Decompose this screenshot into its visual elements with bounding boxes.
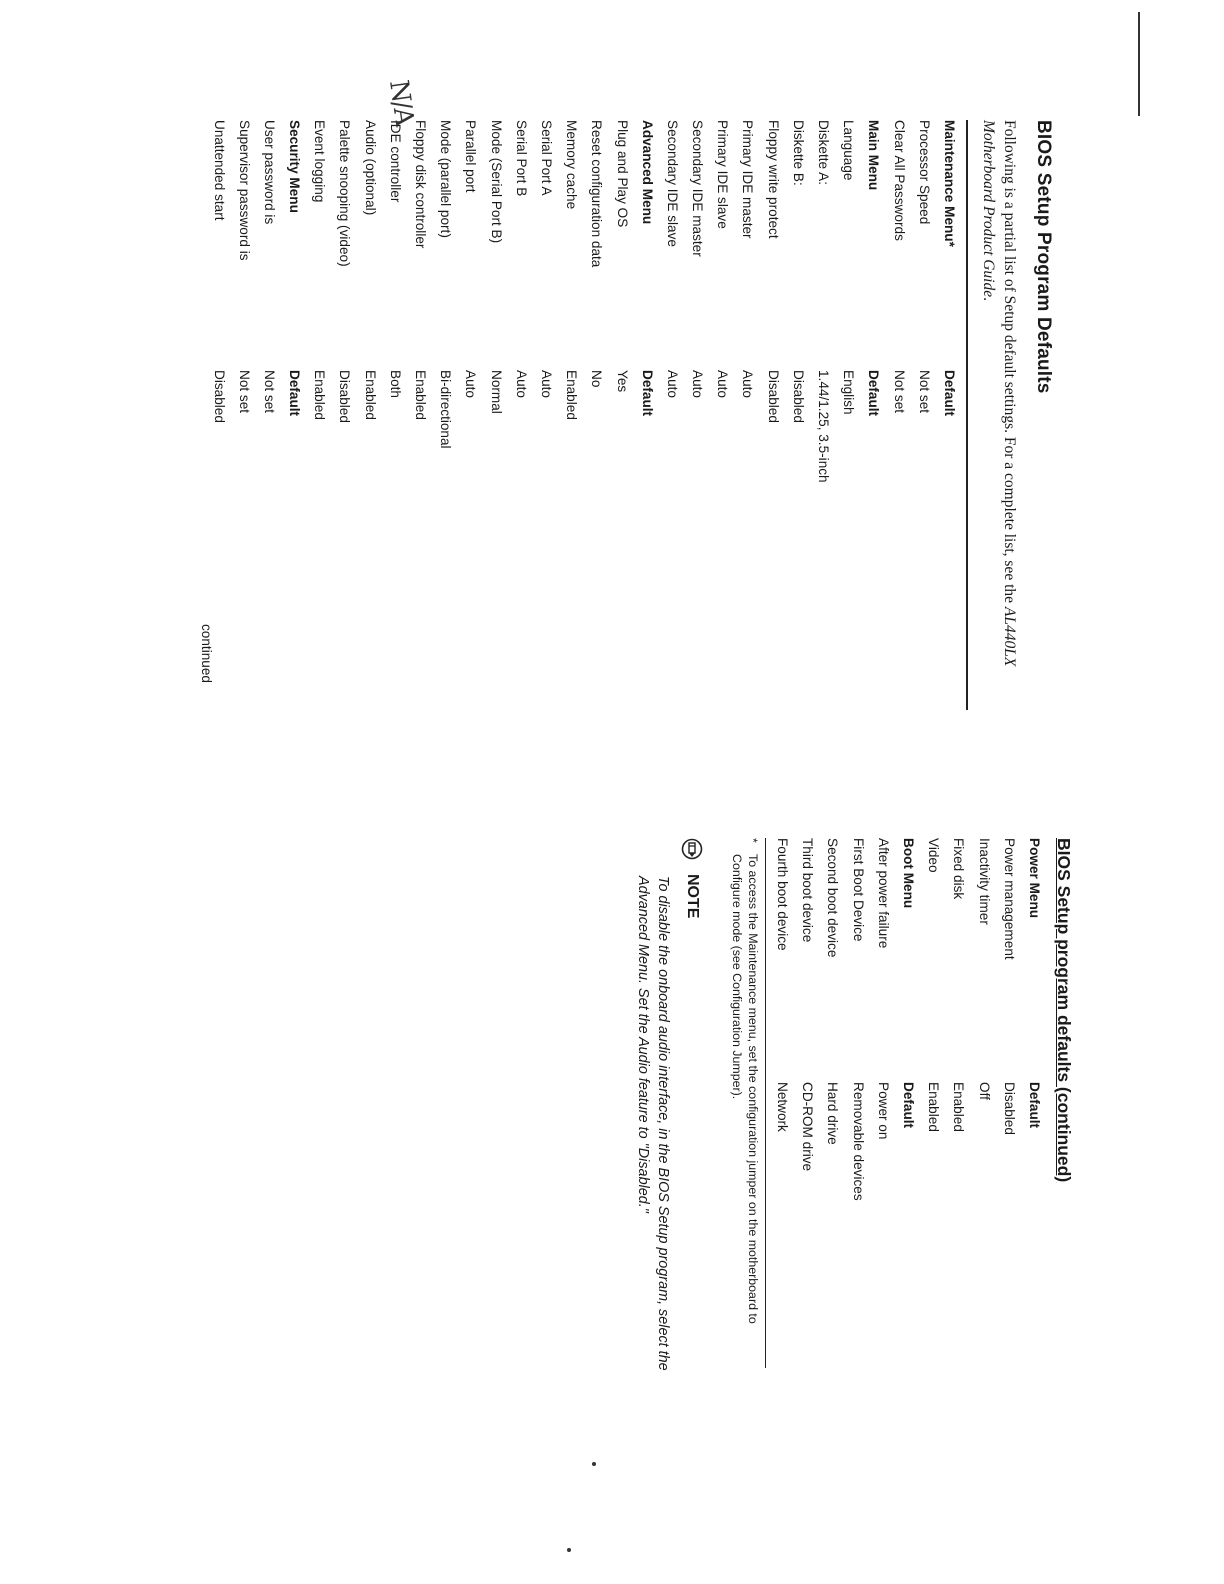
setting-label: Maintenance Menu* — [942, 120, 957, 247]
left-row — [710, 120, 735, 710]
left-row — [257, 120, 282, 710]
setting-label: Palette snooping (video) — [337, 120, 353, 267]
note-text: To disable the onboard audio interface, in the BIOS Setup program, select the Advanced Menu. Set the Audio feature to "Disabled." — [634, 876, 671, 1371]
setting-default-value: Not set — [916, 370, 932, 414]
setting-default-value: Bi-directional — [438, 370, 454, 449]
setting-label: Processor Speed — [916, 120, 932, 225]
left-row — [811, 120, 836, 710]
pencil-note-icon — [681, 838, 703, 860]
setting-label: Serial Port B — [513, 120, 529, 197]
left-row — [886, 120, 911, 710]
intro-text-after: . — [980, 297, 997, 301]
left-row — [509, 120, 534, 710]
setting-label: Video — [926, 838, 942, 873]
left-section-header — [635, 120, 660, 710]
setting-default-value: Network — [775, 1082, 791, 1132]
setting-label: Secondary IDE master — [690, 120, 706, 257]
left-row — [584, 120, 609, 710]
setting-default-value: Default — [639, 370, 655, 417]
setting-default-value: English — [841, 370, 857, 415]
right-row — [770, 838, 795, 1368]
right-row — [871, 838, 896, 1368]
right-section-header — [1022, 838, 1047, 1368]
setting-default-value: Off — [976, 1082, 992, 1100]
setting-label: Language — [841, 120, 857, 181]
setting-default-value: Enabled — [413, 370, 429, 420]
intro-text-before: Following is a partial list of Setup default settings. For a complete list, see the — [1001, 120, 1018, 607]
right-section-title-text: BIOS Setup program defaults (continued) — [1054, 838, 1074, 1183]
setting-default-value: Power on — [875, 1082, 891, 1140]
setting-label: Advanced Menu — [639, 120, 655, 225]
setting-label: Floppy disk controller — [413, 120, 429, 249]
scan-speck — [567, 1548, 571, 1552]
right-section-title — [1053, 838, 1074, 1368]
left-row — [912, 120, 937, 710]
left-row — [609, 120, 634, 710]
setting-default-value: Not set — [261, 370, 277, 414]
setting-label: Secondary IDE slave — [664, 120, 680, 247]
setting-label: Serial Port A — [539, 120, 554, 196]
setting-default-value: Enabled — [362, 370, 378, 420]
setting-label: Inactivity timer — [976, 838, 992, 925]
setting-label: First Boot Device — [850, 838, 866, 942]
setting-label: Power Menu — [1027, 838, 1042, 919]
setting-default-value: Enabled — [312, 370, 328, 420]
setting-label: Memory cache — [564, 120, 580, 210]
left-row — [685, 120, 710, 710]
setting-label: Primary IDE slave — [715, 120, 731, 229]
right-column — [633, 838, 1074, 1371]
setting-default-value: Default — [901, 1082, 917, 1129]
left-row — [232, 120, 257, 710]
defaults-table-right — [770, 838, 1047, 1368]
setting-default-value: Disabled — [1001, 1082, 1017, 1135]
intro-paragraph — [978, 120, 1020, 710]
setting-default-value: CD-ROM drive — [800, 1082, 816, 1172]
continued-label: continued — [199, 624, 214, 683]
left-row — [307, 120, 332, 710]
left-row — [534, 120, 559, 710]
left-row — [383, 120, 408, 710]
scan-speck — [592, 1462, 596, 1466]
table-bottom-rule — [765, 838, 766, 1368]
setting-label: Security Menu — [287, 120, 303, 213]
defaults-table-left — [206, 120, 962, 710]
setting-default-value: No — [589, 370, 605, 388]
setting-default-value: Default — [1027, 1082, 1042, 1129]
setting-label: Parallel port — [463, 120, 479, 193]
note-heading-row — [681, 838, 703, 1368]
setting-default-value: Disabled — [765, 370, 781, 423]
setting-label: Main Menu — [866, 120, 882, 191]
page-title: BIOS Setup Program Defaults — [1033, 120, 1054, 394]
left-section-header — [861, 120, 886, 710]
left-row — [559, 120, 584, 710]
left-column — [206, 120, 1054, 710]
setting-label: Second boot device — [825, 838, 841, 958]
handwritten-annotation: N/A — [383, 78, 419, 127]
left-row — [458, 120, 483, 710]
setting-default-value: Default — [942, 370, 957, 417]
setting-default-value: Auto — [539, 370, 554, 398]
setting-label: Mode (parallel port) — [438, 120, 454, 238]
right-row — [997, 838, 1022, 1368]
setting-label: Clear All Passwords — [891, 120, 907, 241]
right-row — [971, 838, 996, 1368]
setting-default-value: Removable devices — [850, 1082, 866, 1201]
setting-default-value: Enabled — [951, 1082, 967, 1132]
setting-default-value: Auto — [664, 370, 680, 398]
setting-label: Audio (optional) — [362, 120, 378, 216]
left-row — [761, 120, 786, 710]
setting-default-value: Enabled — [564, 370, 580, 420]
setting-label: Unattended start — [211, 120, 227, 221]
setting-default-value: Normal — [488, 370, 504, 414]
setting-label: Event logging — [312, 120, 328, 203]
footnote — [729, 838, 761, 1368]
setting-default-value: Auto — [715, 370, 731, 398]
setting-label: Boot Menu — [901, 838, 917, 909]
setting-label: Fixed disk — [951, 838, 967, 900]
setting-label: Mode (Serial Port B) — [488, 120, 504, 244]
setting-default-value: Auto — [513, 370, 529, 398]
setting-default-value: Disabled — [790, 370, 806, 423]
left-row — [735, 120, 760, 710]
setting-default-value: Not set — [236, 370, 252, 414]
setting-default-value: Disabled — [337, 370, 353, 423]
setting-label: Floppy write protect — [765, 120, 781, 239]
setting-default-value: Both — [387, 370, 403, 398]
setting-default-value: Auto — [463, 370, 479, 398]
left-row — [483, 120, 508, 710]
setting-label: IDE controller — [387, 120, 403, 203]
setting-label: Primary IDE master — [740, 120, 756, 239]
right-row — [921, 838, 946, 1368]
left-row — [408, 120, 433, 710]
note-box — [633, 838, 703, 1371]
left-row — [836, 120, 861, 710]
setting-default-value: Yes — [614, 370, 630, 393]
setting-label: User password is — [261, 120, 277, 225]
left-row — [660, 120, 685, 710]
setting-default-value: Default — [866, 370, 882, 417]
setting-default-value: Default — [287, 370, 303, 417]
setting-label: Diskette A: — [816, 120, 832, 185]
setting-default-value: Disabled — [211, 370, 227, 423]
setting-default-value: Auto — [690, 370, 706, 398]
right-row — [820, 838, 845, 1368]
setting-label: Reset configuration data — [589, 120, 605, 268]
setting-default-value: 1.44/1.25, 3.5-inch — [816, 370, 832, 483]
left-row — [332, 120, 357, 710]
note-heading: NOTE — [683, 874, 701, 919]
left-section-header — [282, 120, 307, 710]
left-row — [786, 120, 811, 710]
left-row — [433, 120, 458, 710]
setting-default-value: Hard drive — [825, 1082, 841, 1145]
setting-label: Supervisor password is — [236, 120, 252, 261]
setting-default-value: Enabled — [926, 1082, 942, 1132]
scan-edge-line — [1138, 12, 1140, 116]
setting-label: Diskette B: — [790, 120, 806, 186]
intro-book-title: AL440LX Motherboard Product Guide — [980, 120, 1018, 667]
footnote-text: To access the Maintenance menu, set the configuration jumper on the motherboard to Configure mode (see Configuration Jumper). — [729, 854, 760, 1324]
setting-label: Third boot device — [800, 838, 816, 943]
right-row — [946, 838, 971, 1368]
setting-label: Power management — [1001, 838, 1017, 960]
setting-default-value: Auto — [740, 370, 756, 398]
table-top-rule — [966, 120, 968, 710]
setting-default-value: Not set — [891, 370, 907, 414]
right-row — [846, 838, 871, 1368]
right-row — [795, 838, 820, 1368]
setting-label: After power failure — [875, 838, 891, 949]
left-row — [358, 120, 383, 710]
setting-label: Fourth boot device — [775, 838, 791, 951]
setting-label: Plug and Play OS — [614, 120, 630, 228]
right-section-header — [896, 838, 921, 1368]
left-row — [206, 120, 231, 710]
left-section-header — [937, 120, 962, 710]
footnote-mark: * — [745, 838, 760, 843]
